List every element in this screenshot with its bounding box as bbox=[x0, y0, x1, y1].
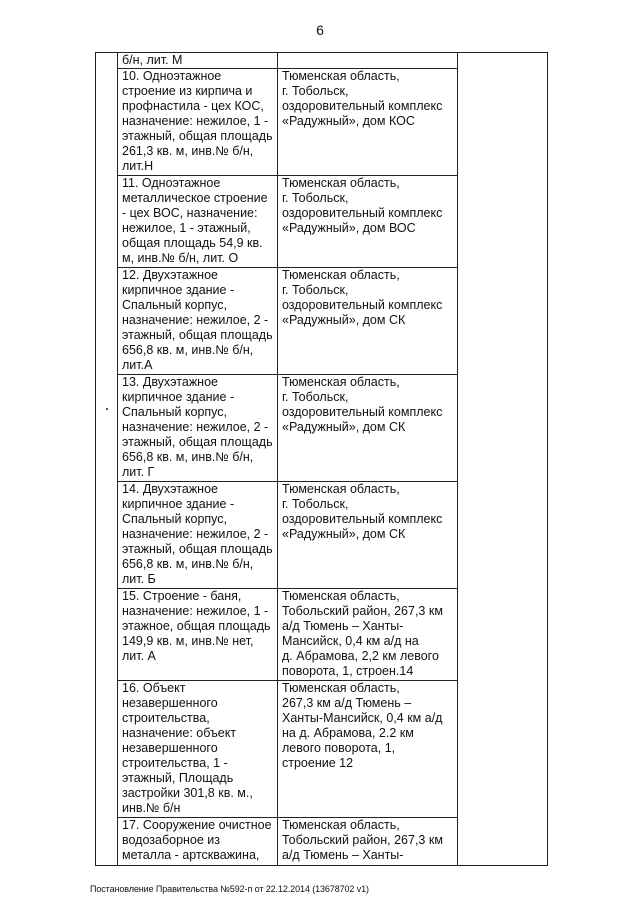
table-row bbox=[96, 53, 548, 69]
object-description: 10. Одноэтажное строение из кирпича и профнастила - цех КОС, назначение: нежилое, 1 - этажный, общая площадь 261,3 кв. м, инв.№ б/н, лит.Н bbox=[118, 69, 278, 176]
object-address: Тюменская область, г. Тобольск, оздоровительный комплекс «Радужный», дом ВОС bbox=[278, 176, 458, 268]
index-column-cell bbox=[96, 53, 118, 866]
object-description: 14. Двухэтажное кирпичное здание - Спальный корпус, назначение: нежилое, 2 - этажный, общая площадь 656,8 кв. м, инв.№ б/н, лит. Б bbox=[118, 482, 278, 589]
object-description: 11. Одноэтажное металлическое строение - цех ВОС, назначение: нежилое, 1 - этажный, общая площадь 54,9 кв. м, инв.№ б/н, лит. О bbox=[118, 176, 278, 268]
page-number: 6 bbox=[316, 22, 324, 38]
object-description: 12. Двухэтажное кирпичное здание - Спальный корпус, назначение: нежилое, 2 - этажный, общая площадь 656,8 кв. м, инв.№ б/н, лит.А bbox=[118, 268, 278, 375]
object-address: Тюменская область, г. Тобольск, оздоровительный комплекс «Радужный», дом СК bbox=[278, 375, 458, 482]
object-address: Тюменская область, Тобольский район, 267,3 км а/д Тюмень – Ханты- bbox=[278, 818, 458, 866]
notes-column-cell bbox=[458, 53, 548, 866]
object-description: 17. Сооружение очистное водозаборное из металла - артскважина, bbox=[118, 818, 278, 866]
object-address: Тюменская область, Тобольский район, 267,3 км а/д Тюмень – Ханты- Мансийск, 0,4 км а/д на д. Абрамова, 2,2 км левого поворота, 1, строен.14 bbox=[278, 589, 458, 681]
object-description: 15. Строение - баня, назначение: нежилое, 1 - этажное, общая площадь 149,9 кв. м, инв.№ нет, лит. А bbox=[118, 589, 278, 681]
object-address: Тюменская область, г. Тобольск, оздоровительный комплекс «Радужный», дом КОС bbox=[278, 69, 458, 176]
object-address: Тюменская область, г. Тобольск, оздоровительный комплекс «Радужный», дом СК bbox=[278, 482, 458, 589]
scan-dot bbox=[106, 408, 108, 410]
property-table bbox=[95, 52, 548, 866]
document-footer: Постановление Правительства №592-п от 22.12.2014 (13678702 v1) bbox=[90, 884, 369, 894]
object-address: Тюменская область, 267,3 км а/д Тюмень – Ханты-Мансийск, 0,4 км а/д на д. Абрамова, 2.2 км левого поворота, 1, строение 12 bbox=[278, 681, 458, 818]
object-description: б/н, лит. М bbox=[118, 53, 278, 69]
object-description: 13. Двухэтажное кирпичное здание - Спальный корпус, назначение: нежилое, 2 - этажный, общая площадь 656,8 кв. м, инв.№ б/н, лит. Г bbox=[118, 375, 278, 482]
object-address bbox=[278, 53, 458, 69]
object-description: 16. Объект незавершенного строительства, назначение: объект незавершенного строительства, 1 - этажный, Площадь застройки 301,8 кв. м., инв.№ б/н bbox=[118, 681, 278, 818]
object-address: Тюменская область, г. Тобольск, оздоровительный комплекс «Радужный», дом СК bbox=[278, 268, 458, 375]
